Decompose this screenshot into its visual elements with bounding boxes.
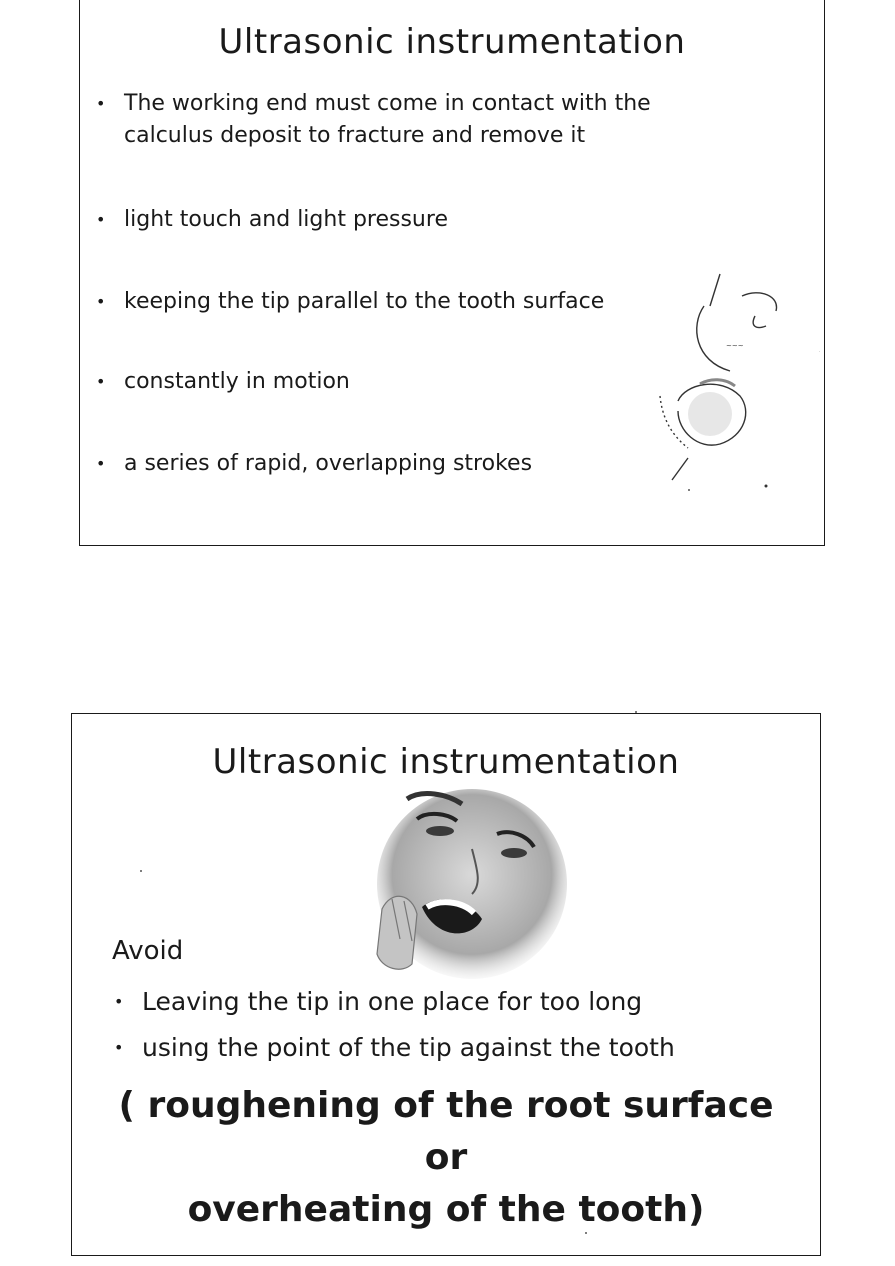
- bullet-marker: •: [96, 372, 106, 391]
- bullet-marker: •: [114, 1038, 124, 1057]
- toothache-face-illustration: [322, 789, 572, 989]
- bullet-text: The working end must come in contact with the calculus deposit to fracture and remove it: [124, 91, 651, 148]
- ultrasonic-tip-sketch: [570, 266, 820, 496]
- svg-text:~~~: ~~~: [726, 342, 744, 350]
- bullet-marker: •: [96, 454, 106, 473]
- bullet-text: light touch and light pressure: [124, 207, 448, 232]
- slide-2-title: Ultrasonic instrumentation: [212, 742, 680, 782]
- slide-1-bullet-3: [96, 286, 605, 318]
- avoid-label: Avoid: [112, 936, 184, 966]
- slide-1: [79, 0, 825, 546]
- bullet-marker: •: [114, 992, 124, 1011]
- bullet-text: a series of rapid, overlapping strokes: [124, 451, 533, 476]
- bullet-marker: •: [96, 292, 106, 311]
- consequence-note: [102, 1080, 790, 1236]
- slide-2: [71, 713, 821, 1256]
- slide-1-bullet-2: [96, 204, 448, 236]
- scan-speck: [585, 1232, 587, 1234]
- slide-1-bullet-1: [96, 88, 724, 152]
- bullet-text: Leaving the tip in one place for too long: [142, 987, 643, 1016]
- bullet-marker: •: [96, 94, 106, 113]
- scan-speck: [635, 711, 637, 713]
- slide-1-title: Ultrasonic instrumentation: [218, 22, 686, 62]
- consequence-line-2: overheating of the tooth): [187, 1189, 705, 1230]
- slide-2-bullet-1: [114, 986, 643, 1018]
- bullet-text: constantly in motion: [124, 369, 350, 394]
- consequence-line-1: ( roughening of the root surface or: [118, 1085, 774, 1178]
- bullet-text: keeping the tip parallel to the tooth surface: [124, 289, 605, 314]
- slide-1-bullet-4: [96, 366, 350, 398]
- bullet-text: using the point of the tip against the tooth: [142, 1033, 675, 1062]
- scan-speck: [688, 489, 690, 491]
- slide-2-bullet-2: [114, 1032, 675, 1064]
- scan-speck: [140, 870, 142, 872]
- slide-1-bullet-5: [96, 448, 533, 480]
- bullet-marker: •: [96, 210, 106, 229]
